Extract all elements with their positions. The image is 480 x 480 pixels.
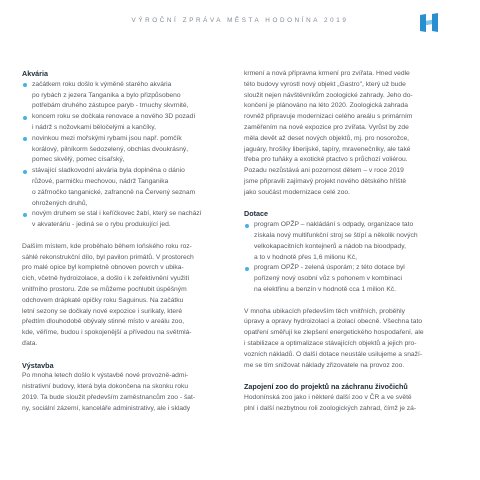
text-line: opatření směřují ke zlepšení energetického hospodaření, ale — [244, 329, 424, 337]
city-logo-icon — [418, 12, 440, 33]
section-heading-zapojeni: Zapojení zoo do projektů na záchranu živočichů — [244, 382, 408, 392]
paragraph-hydroizolace — [244, 307, 458, 372]
left-column — [22, 69, 236, 415]
dotace-list — [244, 220, 458, 296]
list-item-continuation: potřebám druhého zástupce paryb - trnuchy skvrnité, — [32, 102, 189, 110]
list-item-continuation: velkokapacitních kontejnerů a nádob na bioodpady, — [254, 242, 406, 250]
text-line: Po mnoha letech došlo k výstavbě nové provozně-admi- — [22, 372, 189, 380]
text-line: ďata. — [22, 339, 38, 347]
document-header: VÝROČNÍ ZPRÁVA MĚSTA HODONÍNA 2019 — [131, 17, 349, 24]
text-line: Hodonínská zoo jako i některé další zoo v ČR a ve světě — [244, 393, 412, 401]
list-item: stávající sladkovodní akvária byla doplněna o dánio — [22, 166, 236, 177]
section-heading-akvaria: Akvária — [22, 69, 48, 78]
text-line: pro malé opice byl kompletně obnoven povrch v ubika- — [22, 264, 184, 272]
right-column — [244, 69, 458, 415]
paragraph-vystavba — [22, 371, 236, 414]
list-item-continuation: a to v hodnotě přes 1,6 milionu Kč, — [254, 253, 357, 261]
paragraph-intro — [244, 69, 458, 199]
list-item: program OPŽP - zelená úsporám; z této dotace byl — [244, 263, 458, 274]
text-line: letní sezony se dočkaly nové expozice i surikaty, které — [22, 307, 183, 315]
text-line: plní i další nezbytnou roli zoologických zahrad, čímž je zá- — [244, 404, 417, 412]
text-line: Pozadu nezůstává ani pozornost dětem – v roce 2019 — [244, 167, 404, 175]
akvaria-list — [22, 80, 236, 231]
text-line: měla devět až deset nových objektů, mj. pro nosorožce, — [244, 134, 410, 142]
text-line: rovněž připravuje modernizaci celého areálu s primárním — [244, 113, 413, 121]
text-line: předtím dlouhodobě obývaly stinné místo v areálu zoo, — [22, 318, 185, 326]
text-line: V mnoha ubikacích především těch vnitřních, proběhly — [244, 307, 405, 315]
section-heading-dotace: Dotace — [244, 209, 268, 219]
text-line: jaguáry, hrošíky liberijské, tapíry, mravenečníky, ale také — [244, 145, 411, 153]
text-line: jsme připravili zajímavý projekt nového dětského hřiště — [244, 177, 407, 185]
text-line: vozních nákladů. O další dotace neustále usilujeme a snaží- — [244, 350, 423, 358]
list-item: novým druhem se stal i keříčkovec žabí, který se nachází — [22, 209, 236, 220]
text-line: krmení a nová přípravna krmení pro zvířata. Hned vedle — [244, 70, 410, 77]
list-item-continuation: i nádrž s nožovkami běločelými a kančíky, — [32, 123, 157, 131]
text-line: končení je plánováno na léto 2020. Zoologická zahrada — [244, 102, 408, 110]
paragraph-zapojeni — [244, 393, 458, 415]
section-heading-vystavba: Výstavba — [22, 360, 54, 370]
text-line: vnitřního prostoru. Zde se můžeme pochlubit úspěšným — [22, 285, 187, 293]
list-item-continuation: po rybách z jezera Tanganika a bylo přizpůsobeno — [32, 91, 181, 99]
list-item-continuation: pořízený nový osobní vůz s pohonem v kombinaci — [254, 275, 402, 283]
list-item: začátkem roku došlo k výměně starého akvária — [22, 80, 236, 91]
list-item: program OPŽP – nakládání s odpady, organizace tato — [244, 220, 458, 231]
list-item-continuation: na elektřinu a benzín v hodnotě cca 1 milion Kč. — [254, 285, 397, 293]
text-line: me se tím snižovat náklady zřizovatele na provoz zoo. — [244, 361, 405, 369]
text-line: nistrativní budovy, která byla dokončena na skonku roku — [22, 383, 189, 391]
text-line: Dalším místem, kde proběhalo během loňského roku roz- — [22, 242, 192, 250]
text-line: úpravy a opravy hydroizolací a izolací obecně. Všechna tato — [244, 318, 423, 326]
paragraph-primates — [22, 242, 236, 350]
text-line: 2019. Ta bude sloužit především zaměstnancům zoo - šat- — [22, 393, 196, 401]
list-item: novinkou mezi mořskými rybami jsou např. pomčík — [22, 134, 236, 145]
list-item-continuation: korálový, pilníkorm šedozelený, obchlas dvoukrásný, — [32, 145, 189, 153]
text-line: sloužit nejen návštěvníkům zoologické zahrady. Jeho do- — [244, 91, 413, 99]
list-item-continuation: růžové, parmičku mechovou, nádrž Tanganika — [32, 177, 169, 185]
text-line: odchovem drápkaté opičky roku Saguinus. Na začátku — [22, 296, 184, 304]
text-line: cích, včetně hydroizolace, a došlo i k zefektivnění využití — [22, 275, 190, 283]
text-line: kde, věříme, budou i spokojenější a přívedou na světmlá- — [22, 329, 192, 337]
list-item-continuation: ohrožených druhů, — [32, 199, 88, 207]
text-line: ny, sociální zázemí, kanceláře administrativy, ale i sklady — [22, 404, 191, 412]
text-line: i stabilizace a optimalizace stávajících objektů a jejich pro- — [244, 339, 417, 347]
list-item: koncem roku se dočkala renovace a nového 3D pozadí — [22, 112, 236, 123]
list-item-continuation: o záfrnočko tanganické, zafrancně na Červený seznam — [32, 188, 196, 196]
list-item-continuation: pomec skvělý, pomec císařský, — [32, 156, 125, 164]
text-line: třeba pro tuňáky a exotické ptactvo s průchozí voliérou. — [244, 156, 408, 164]
text-line: sáhlé rekonstrukční dílo, byl pavilon primátů. V prostorech — [22, 253, 194, 261]
text-line: této budovy vyrostl nový objekt „Gastro", který už bude — [244, 80, 406, 88]
text-line: jako součást modernizace celé zoo. — [244, 188, 350, 196]
text-line: zaměřením na nové expozice pro zvířata. Vyrůst by zde — [244, 123, 409, 131]
list-item-continuation: získala nový multifunkční stroj se štípí a několik nových — [254, 231, 418, 239]
list-item-continuation: v akvateráriu - jediná se o rybu produkující jed. — [32, 221, 171, 229]
